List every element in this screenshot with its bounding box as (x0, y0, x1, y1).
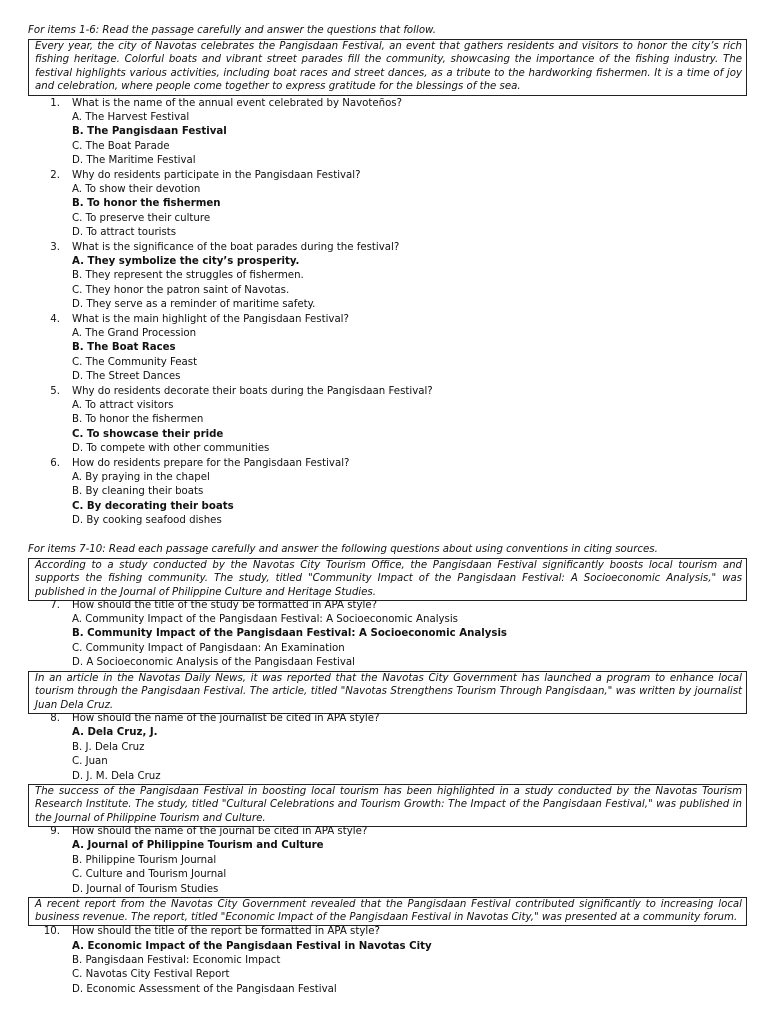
option: D. They serve as a reminder of maritime safety. (72, 299, 316, 310)
question-number: 10. (43, 926, 60, 937)
option: A. The Harvest Festival (72, 112, 190, 123)
option: D. By cooking seafood dishes (72, 515, 222, 526)
option: C. The Boat Parade (72, 141, 170, 152)
option: B. Pangisdaan Festival: Economic Impact (72, 955, 281, 966)
option: B. J. Dela Cruz (72, 742, 145, 753)
option-answer: A. They symbolize the city’s prosperity. (72, 256, 300, 267)
question-text: How do residents prepare for the Pangisdaan Festival? (72, 458, 350, 469)
question-number: 1. (50, 98, 60, 109)
item9-passage: The success of the Pangisdaan Festival in boosting local tourism has been highlighted in a study conducted by the Navotas Tourism Research Institute. The study, titled "Cultural Celebrations and Tourism Growth: The Impact of the Pangisdaan Festival," was published in the Journal of Philippine Tourism and Culture. (28, 784, 747, 827)
option: A. The Grand Procession (72, 328, 197, 339)
question-text: What is the main highlight of the Pangisdaan Festival? (72, 314, 349, 325)
option: D. Journal of Tourism Studies (72, 884, 219, 895)
question-text: How should the title of the report be formatted in APA style? (72, 926, 380, 937)
option-answer: A. Journal of Philippine Tourism and Culture (72, 840, 324, 851)
option-answer: B. Community Impact of the Pangisdaan Festival: A Socioeconomic Analysis (72, 628, 507, 639)
option: A. By praying in the chapel (72, 472, 210, 483)
option: C. Navotas City Festival Report (72, 969, 230, 980)
option: D. Economic Assessment of the Pangisdaan Festival (72, 984, 337, 995)
option-answer: C. To showcase their pride (72, 429, 224, 440)
question-number: 7. (50, 600, 60, 611)
option: A. To show their devotion (72, 184, 201, 195)
question-number: 2. (50, 170, 60, 181)
question-number: 8. (50, 713, 60, 724)
section2-instruction: For items 7-10: Read each passage carefully and answer the following questions about using conventions in citing sources. (28, 544, 658, 555)
option: B. Philippine Tourism Journal (72, 855, 217, 866)
section1-instruction: For items 1-6: Read the passage carefully and answer the questions that follow. (28, 25, 436, 36)
option: B. To honor the fishermen (72, 414, 204, 425)
option: C. They honor the patron saint of Navotas. (72, 285, 290, 296)
option: D. To compete with other communities (72, 443, 270, 454)
question-number: 5. (50, 386, 60, 397)
question-text: Why do residents decorate their boats during the Pangisdaan Festival? (72, 386, 433, 397)
question-text: What is the significance of the boat parades during the festival? (72, 242, 400, 253)
item8-passage: In an article in the Navotas Daily News, it was reported that the Navotas City Government has launched a program to enhance local tourism through the Pangisdaan Festival. The article, titled "Navotas Strengthens Tourism Through Pangisdaan," was written by journalist Juan Dela Cruz. (28, 671, 747, 714)
question-number: 6. (50, 458, 60, 469)
question-number: 4. (50, 314, 60, 325)
option: A. Community Impact of the Pangisdaan Festival: A Socioeconomic Analysis (72, 614, 458, 625)
option-answer: B. The Boat Races (72, 342, 176, 353)
option-answer: A. Economic Impact of the Pangisdaan Festival in Navotas City (72, 941, 432, 952)
option-answer: C. By decorating their boats (72, 501, 234, 512)
option-answer: B. To honor the fishermen (72, 198, 221, 209)
option: D. J. M. Dela Cruz (72, 771, 161, 782)
option: C. Community Impact of Pangisdaan: An Examination (72, 643, 345, 654)
option: D. To attract tourists (72, 227, 177, 238)
question-number: 9. (50, 826, 60, 837)
option: C. Culture and Tourism Journal (72, 869, 227, 880)
option: B. By cleaning their boats (72, 486, 204, 497)
question-text: What is the name of the annual event celebrated by Navoteños? (72, 98, 403, 109)
option-answer: A. Dela Cruz, J. (72, 727, 158, 738)
question-number: 3. (50, 242, 60, 253)
option: D. The Street Dances (72, 371, 181, 382)
option: C. Juan (72, 756, 108, 767)
option: A. To attract visitors (72, 400, 174, 411)
section1-passage: Every year, the city of Navotas celebrates the Pangisdaan Festival, an event that gathers residents and visitors to honor the city’s rich fishing heritage. Colorful boats and vibrant street parades fill the community, showcasing the importance of the fishing industry. The festival highlights various activities, including boat races and street dances, as a tribute to the hardworking fishermen. It is a time of joy and celebration, where people come together to express gratitude for the blessings of the sea. (28, 39, 747, 96)
option: C. The Community Feast (72, 357, 198, 368)
question-text: How should the name of the journalist be cited in APA style? (72, 713, 380, 724)
item7-passage: According to a study conducted by the Navotas City Tourism Office, the Pangisdaan Festival significantly boosts local tourism and supports the fishing community. The study, titled "Community Impact of the Pangisdaan Festival: A Socioeconomic Analysis," was published in the Journal of Philippine Culture and Heritage Studies. (28, 558, 747, 601)
option: D. A Socioeconomic Analysis of the Pangisdaan Festival (72, 657, 355, 668)
item10-passage: A recent report from the Navotas City Government revealed that the Pangisdaan Festival contributed significantly to increasing local business revenue. The report, titled "Economic Impact of the Pangisdaan Festival in Navotas City," was presented at a community forum. (28, 897, 747, 926)
option: C. To preserve their culture (72, 213, 211, 224)
option: B. They represent the struggles of fishermen. (72, 270, 304, 281)
option-answer: B. The Pangisdaan Festival (72, 126, 227, 137)
question-text: Why do residents participate in the Pangisdaan Festival? (72, 170, 361, 181)
question-text: How should the title of the study be formatted in APA style? (72, 600, 378, 611)
option: D. The Maritime Festival (72, 155, 196, 166)
question-text: How should the name of the journal be cited in APA style? (72, 826, 368, 837)
